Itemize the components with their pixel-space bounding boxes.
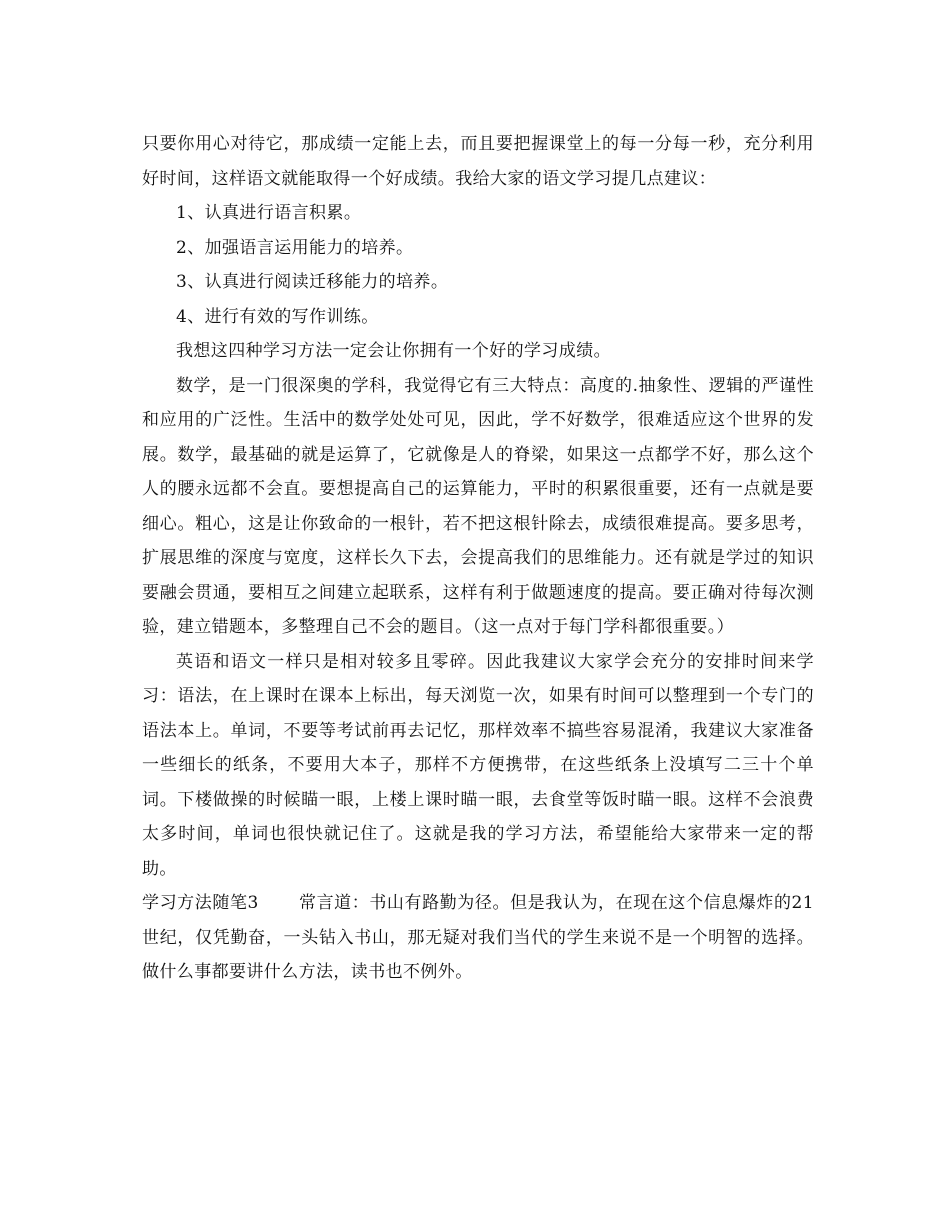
paragraph-section-3 — [142, 886, 814, 990]
paragraph-suggestion-3: 3、认真进行阅读迁移能力的培养。 — [176, 272, 449, 292]
paragraph-suggestion-2: 2、加强语言运用能力的培养。 — [176, 237, 414, 258]
paragraph-math: 数学，是一门很深奥的学科，我觉得它有三大特点：高度的.抽象性、逻辑的严谨性和应用的广泛性。生活中的数学处处可见，因此，学不好数学，很难适应这个世界的发展。数学，最基础的就是运算了，它就像是人的脊梁，如果这一点都学不好，那么这个人的腰永远都不会直。要想提高自己的运算能力，平时的积累很重要，还有一点就是要细心。粗心，这是让你致命的一根针，若不把这根针除去，成绩很难提高。要多思考，扩展思维的深度与宽度，这样长久下去，会提高我们的思维能力。还有就是学过的知识要融会贯通，要相互之间建立起联系，这样有利于做题速度的提高。要正确对待每次测验，建立错题本，多整理自己不会的题目。（这一点对于每门学科都很重要。） — [142, 375, 814, 637]
paragraph-summary: 我想这四种学习方法一定会让你拥有一个好的学习成绩。 — [176, 341, 611, 361]
section-label: 学习方法随笔3 — [142, 893, 259, 913]
section-text: 常言道：书山有路勤为径。但是我认为，在现在这个信息爆炸的21世纪，仅凭勤奋，一头钻入书山，那无疑对我们当代的学生来说不是一个明智的选择。做什么事都要讲什么方法，读书也不例外。 — [142, 893, 814, 982]
paragraph-suggestion-4: 4、进行有效的写作训练。 — [176, 306, 379, 327]
document-body — [142, 127, 814, 990]
paragraph-english: 英语和语文一样只是相对较多且零碎。因此我建议大家学会充分的安排时间来学习：语法，在上课时在课本上标出，每天浏览一次，如果有时间可以整理到一个专门的语法本上。单词，不要等考试前再去记忆，那样效率不搞些容易混淆，我建议大家准备一些细长的纸条，不要用大本子，那样不方便携带，在这些纸条上没填写二三十个单词。下楼做操的时候瞄一眼，上楼上课时瞄一眼，去食堂等饭时瞄一眼。这样不会浪费太多时间，单词也很快就记住了。这就是我的学习方法，希望能给大家带来一定的帮助。 — [142, 651, 814, 879]
paragraph-intro: 只要你用心对待它，那成绩一定能上去，而且要把握课堂上的每一分每一秒，充分利用好时间，这样语文就能取得一个好成绩。我给大家的语文学习提几点建议： — [142, 134, 814, 189]
paragraph-suggestion-1: 1、认真进行语言积累。 — [176, 203, 362, 223]
